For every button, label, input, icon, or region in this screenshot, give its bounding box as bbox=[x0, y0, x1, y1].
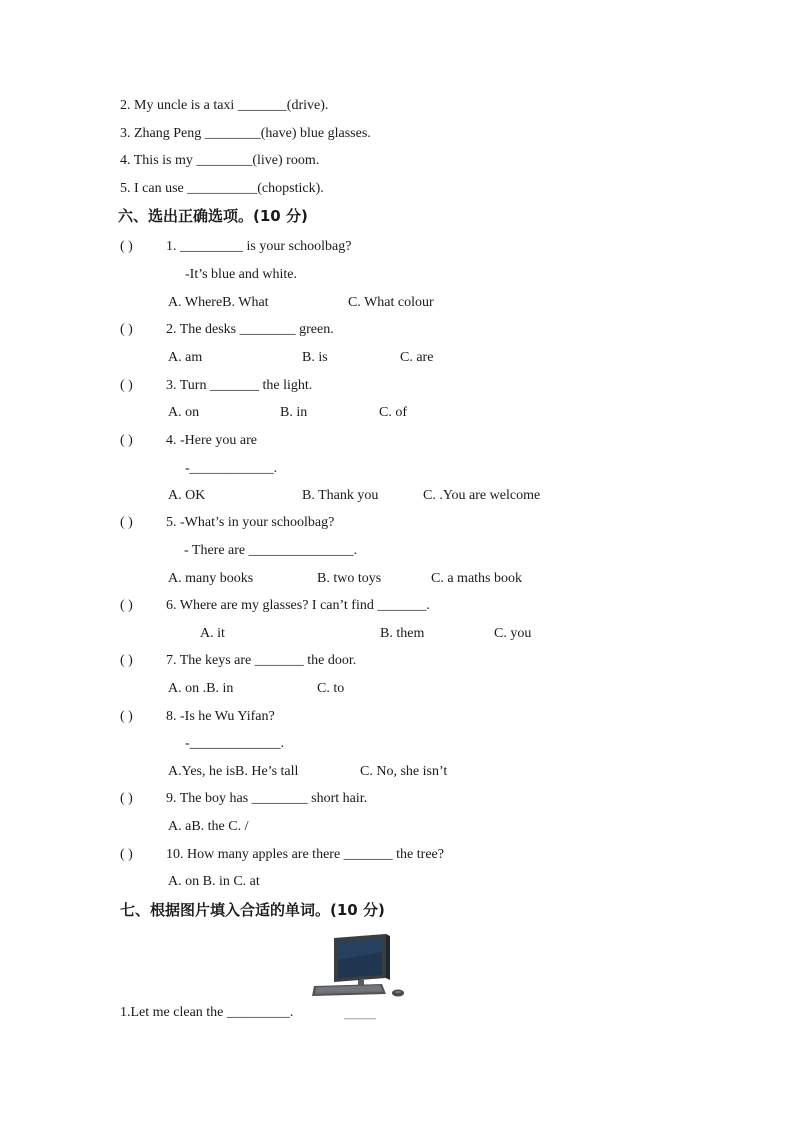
question-1-followup: -It’s blue and white. bbox=[185, 267, 297, 282]
question-text: 7. The keys are _______ the door. bbox=[166, 653, 357, 668]
option-a: A. many books bbox=[168, 571, 254, 586]
picture-item-1: 1.Let me clean the _________. bbox=[120, 1005, 294, 1020]
answer-paren: ( ) bbox=[120, 515, 133, 530]
question-3 bbox=[120, 377, 720, 395]
option-b: B. Thank you bbox=[302, 488, 379, 503]
answer-paren: ( ) bbox=[120, 847, 133, 862]
answer-paren: ( ) bbox=[120, 709, 133, 724]
option-b: B. in bbox=[280, 405, 308, 420]
option-c: C. you bbox=[494, 626, 532, 641]
question-5-followup: - There are _______________. bbox=[184, 543, 358, 558]
question-9-options: A. aB. the C. / bbox=[168, 819, 249, 834]
question-8-followup: -_____________. bbox=[185, 736, 285, 751]
question-text: 8. -Is he Wu Yifan? bbox=[166, 709, 275, 724]
section-6-heading: 六、选出正确选项。(10 分) bbox=[118, 207, 308, 225]
fill-item-2: 2. My uncle is a taxi _______(drive). bbox=[120, 98, 329, 113]
option-c: C. of bbox=[379, 405, 407, 420]
question-6 bbox=[120, 597, 720, 615]
option-ab: A. WhereB. What bbox=[168, 295, 269, 310]
option-b: B. is bbox=[302, 350, 328, 365]
option-a: A. it bbox=[200, 626, 225, 641]
question-text: 6. Where are my glasses? I can’t find _______. bbox=[166, 598, 430, 613]
question-3-options bbox=[168, 404, 668, 422]
option-c: C. .You are welcome bbox=[423, 488, 541, 503]
question-10-options: A. on B. in C. at bbox=[168, 874, 260, 889]
option-a: A. am bbox=[168, 350, 203, 365]
option-c: C. a maths book bbox=[431, 571, 522, 586]
option-a: A. OK bbox=[168, 488, 206, 503]
option-ab: A.Yes, he isB. He’s tall bbox=[168, 764, 299, 779]
answer-paren: ( ) bbox=[120, 433, 133, 448]
fill-item-5: 5. I can use __________(chopstick). bbox=[120, 181, 324, 196]
option-c: C. are bbox=[400, 350, 434, 365]
question-2 bbox=[120, 321, 720, 339]
answer-paren: ( ) bbox=[120, 322, 133, 337]
option-c: C. What colour bbox=[348, 295, 434, 310]
question-5 bbox=[120, 514, 720, 532]
question-2-options bbox=[168, 349, 668, 367]
fill-item-3: 3. Zhang Peng ________(have) blue glasses. bbox=[120, 126, 371, 141]
question-10 bbox=[120, 846, 740, 864]
question-1-options bbox=[168, 294, 668, 312]
answer-paren: ( ) bbox=[120, 791, 133, 806]
fill-item-4: 4. This is my ________(live) room. bbox=[120, 153, 320, 168]
question-text: 4. -Here you are bbox=[166, 433, 257, 448]
question-4-followup: -____________. bbox=[185, 461, 278, 476]
option-c: C. to bbox=[317, 681, 345, 696]
computer-monitor-icon bbox=[308, 930, 418, 1025]
question-text: 5. -What’s in your schoolbag? bbox=[166, 515, 335, 530]
answer-paren: ( ) bbox=[120, 598, 133, 613]
question-text: 1. _________ is your schoolbag? bbox=[166, 239, 352, 254]
answer-paren: ( ) bbox=[120, 653, 133, 668]
question-7 bbox=[120, 652, 720, 670]
question-text: 10. How many apples are there _______ the tree? bbox=[166, 847, 444, 862]
section-7-heading: 七、根据图片填入合适的单词。(10 分) bbox=[120, 901, 385, 919]
question-text: 9. The boy has ________ short hair. bbox=[166, 791, 368, 806]
question-9 bbox=[120, 790, 720, 808]
option-c: C. No, she isn’t bbox=[360, 764, 448, 779]
question-5-options bbox=[168, 570, 688, 588]
question-4-options bbox=[168, 487, 688, 505]
question-7-options bbox=[168, 680, 668, 698]
question-1 bbox=[120, 238, 720, 256]
question-8-options bbox=[168, 763, 668, 781]
option-a: A. on bbox=[168, 405, 200, 420]
option-ab: A. on .B. in bbox=[168, 681, 234, 696]
question-8 bbox=[120, 708, 720, 726]
answer-paren: ( ) bbox=[120, 239, 133, 254]
question-6-options bbox=[200, 625, 720, 643]
question-text: 2. The desks ________ green. bbox=[166, 322, 334, 337]
question-text: 3. Turn _______ the light. bbox=[166, 378, 313, 393]
option-b: B. two toys bbox=[317, 571, 382, 586]
answer-paren: ( ) bbox=[120, 378, 133, 393]
option-b: B. them bbox=[380, 626, 425, 641]
question-4 bbox=[120, 432, 720, 450]
